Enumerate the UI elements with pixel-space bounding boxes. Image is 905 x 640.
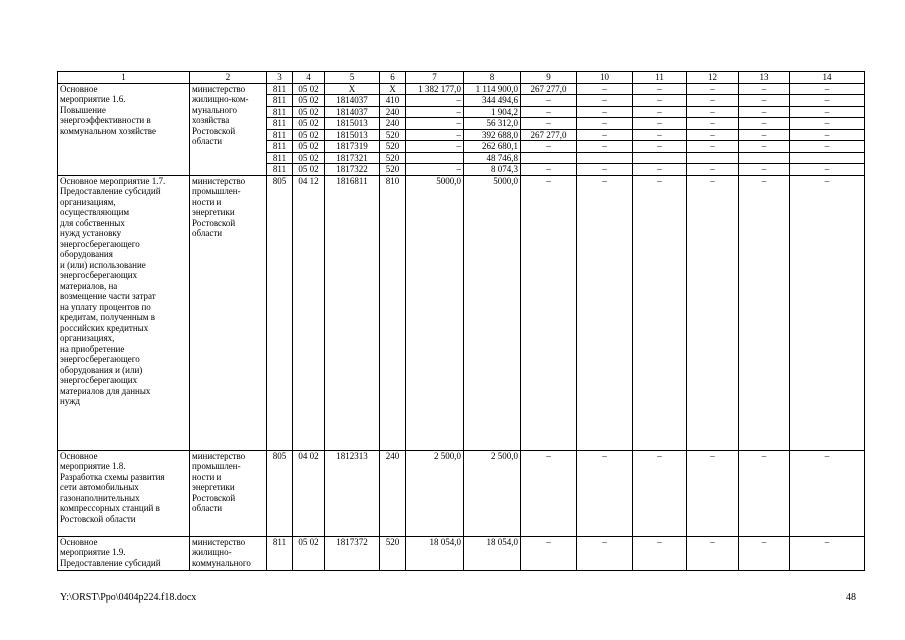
value-cell: 520 [380,164,406,176]
value-cell: – [687,83,739,95]
activity-name: Основное мероприятие 1.6. Повышение энергоэффективности в коммунальном хозяйстве [58,83,190,175]
value-cell: – [521,536,577,570]
value-cell: 05 02 [293,164,325,176]
column-number: 10 [577,72,633,84]
column-number: 3 [267,72,293,84]
value-cell: – [790,118,865,130]
column-number: 13 [739,72,790,84]
value-cell: – [687,164,739,176]
value-cell: – [687,141,739,153]
value-cell: 1 114 900,0 [464,83,521,95]
value-cell: – [577,95,633,107]
value-cell: 240 [380,450,406,536]
value-cell: 262 680,1 [464,141,521,153]
value-cell: – [790,175,865,450]
value-cell: – [739,83,790,95]
table-row [58,536,865,570]
value-cell: 56 312,0 [464,118,521,130]
executor-name: министерство жилищно-ком- мунального хозяйства Ростовской области [190,83,267,175]
value-cell: 811 [267,536,293,570]
value-cell: – [790,129,865,141]
value-cell: – [633,83,687,95]
value-cell: 05 02 [293,141,325,153]
value-cell: 05 02 [293,118,325,130]
value-cell: – [521,450,577,536]
value-cell: 48 746,8 [464,152,521,164]
value-cell: – [577,141,633,153]
value-cell: – [633,164,687,176]
value-cell: – [521,164,577,176]
value-cell: – [739,450,790,536]
value-cell: 344 494,6 [464,95,521,107]
value-cell: – [577,83,633,95]
column-number: 4 [293,72,325,84]
value-cell: 2 500,0 [406,450,464,536]
value-cell: 1817321 [325,152,380,164]
value-cell: 810 [380,175,406,450]
value-cell [687,152,739,164]
value-cell: 5000,0 [464,175,521,450]
value-cell: 520 [380,152,406,164]
value-cell: – [790,106,865,118]
value-cell: – [790,164,865,176]
value-cell: – [406,118,464,130]
value-cell: – [739,95,790,107]
value-cell: 811 [267,106,293,118]
value-cell: 05 02 [293,129,325,141]
value-cell: – [687,536,739,570]
value-cell: 1812313 [325,450,380,536]
value-cell: – [790,536,865,570]
value-cell: 18 054,0 [464,536,521,570]
value-cell: 520 [380,129,406,141]
value-cell: – [790,83,865,95]
value-cell: 18 054,0 [406,536,464,570]
value-cell: – [577,164,633,176]
value-cell: 811 [267,164,293,176]
value-cell: – [577,118,633,130]
value-cell: 1817322 [325,164,380,176]
value-cell: – [521,95,577,107]
value-cell [739,152,790,164]
table-row [58,83,865,95]
value-cell: 1817372 [325,536,380,570]
value-cell: – [687,106,739,118]
budget-table [57,71,865,571]
value-cell: – [687,118,739,130]
header-row [58,72,865,84]
column-number: 14 [790,72,865,84]
value-cell: 267 277,0 [521,129,577,141]
value-cell: 05 02 [293,152,325,164]
column-number: 5 [325,72,380,84]
value-cell [790,152,865,164]
value-cell: – [633,450,687,536]
value-cell: – [406,164,464,176]
value-cell: 805 [267,175,293,450]
value-cell: X [325,83,380,95]
value-cell: 811 [267,129,293,141]
value-cell: – [739,106,790,118]
column-number: 8 [464,72,521,84]
value-cell: – [406,106,464,118]
value-cell: 811 [267,118,293,130]
value-cell: 267 277,0 [521,83,577,95]
value-cell: – [406,129,464,141]
value-cell: – [687,175,739,450]
value-cell: – [739,118,790,130]
value-cell: – [521,106,577,118]
value-cell: 1816811 [325,175,380,450]
value-cell: – [633,118,687,130]
value-cell: – [577,106,633,118]
table-row [58,175,865,450]
value-cell: 410 [380,95,406,107]
value-cell: 240 [380,106,406,118]
value-cell: – [633,536,687,570]
value-cell [406,152,464,164]
value-cell [633,152,687,164]
value-cell: – [687,129,739,141]
value-cell: 8 074,3 [464,164,521,176]
value-cell: 1 904,2 [464,106,521,118]
value-cell: – [687,95,739,107]
value-cell: – [633,141,687,153]
value-cell: 1814037 [325,95,380,107]
value-cell: 5000,0 [406,175,464,450]
value-cell: – [739,536,790,570]
value-cell [577,152,633,164]
value-cell: – [739,129,790,141]
value-cell: 520 [380,141,406,153]
value-cell: – [521,141,577,153]
value-cell: 05 02 [293,95,325,107]
activity-name: Основное мероприятие 1.9. Предоставление субсидий [58,536,190,570]
value-cell: – [739,164,790,176]
value-cell: – [790,95,865,107]
value-cell: X [380,83,406,95]
value-cell: 392 688,0 [464,129,521,141]
document-path: Y:\ORST\Ppo\0404p224.f18.docx [60,592,197,603]
value-cell: – [633,95,687,107]
value-cell: 05 02 [293,536,325,570]
value-cell: – [406,141,464,153]
value-cell: 811 [267,152,293,164]
value-cell: 811 [267,95,293,107]
executor-name: министерство промышлен- ности и энергетики Ростовской области [190,450,267,536]
value-cell: – [521,175,577,450]
value-cell: – [577,536,633,570]
value-cell: – [739,141,790,153]
value-cell: – [577,175,633,450]
value-cell: 811 [267,83,293,95]
value-cell [521,152,577,164]
value-cell: – [633,106,687,118]
value-cell: 1815013 [325,118,380,130]
value-cell: 811 [267,141,293,153]
value-cell: 240 [380,118,406,130]
value-cell: 04 02 [293,450,325,536]
value-cell: – [633,175,687,450]
value-cell: – [790,141,865,153]
column-number: 2 [190,72,267,84]
value-cell: 05 02 [293,106,325,118]
value-cell: 805 [267,450,293,536]
column-number: 7 [406,72,464,84]
column-number: 1 [58,72,190,84]
page-number: 48 [846,592,856,603]
value-cell: 2 500,0 [464,450,521,536]
column-number: 12 [687,72,739,84]
value-cell: 04 12 [293,175,325,450]
table-row [58,450,865,536]
value-cell: 520 [380,536,406,570]
activity-name: Основное мероприятие 1.7. Предоставление субсидий организациям, осуществляющим для собственных нужд установку энергосберегающего оборудования и (или) использование энергосберегающих материалов, на возмещение части затрат на уплату процентов по кредитам, полученным в российских кредитных организациях, на приобретение энергосберегающего оборудования и (или) энергосберегающих материалов для данных нужд [58,175,190,450]
column-number: 6 [380,72,406,84]
value-cell: – [577,129,633,141]
column-number: 9 [521,72,577,84]
activity-name: Основное мероприятие 1.8. Разработка схемы развития сети автомобильных газонаполнительных компрессорных станций в Ростовской области [58,450,190,536]
value-cell: 1817319 [325,141,380,153]
value-cell: – [577,450,633,536]
executor-name: министерство жилищно- коммунального [190,536,267,570]
value-cell: – [633,129,687,141]
value-cell: 05 02 [293,83,325,95]
column-number: 11 [633,72,687,84]
value-cell: 1 382 177,0 [406,83,464,95]
executor-name: министерство промышлен- ности и энергетики Ростовской области [190,175,267,450]
value-cell: – [406,95,464,107]
value-cell: – [790,450,865,536]
value-cell: – [739,175,790,450]
value-cell: – [521,118,577,130]
value-cell: 1815013 [325,129,380,141]
value-cell: – [687,450,739,536]
value-cell: 1814037 [325,106,380,118]
